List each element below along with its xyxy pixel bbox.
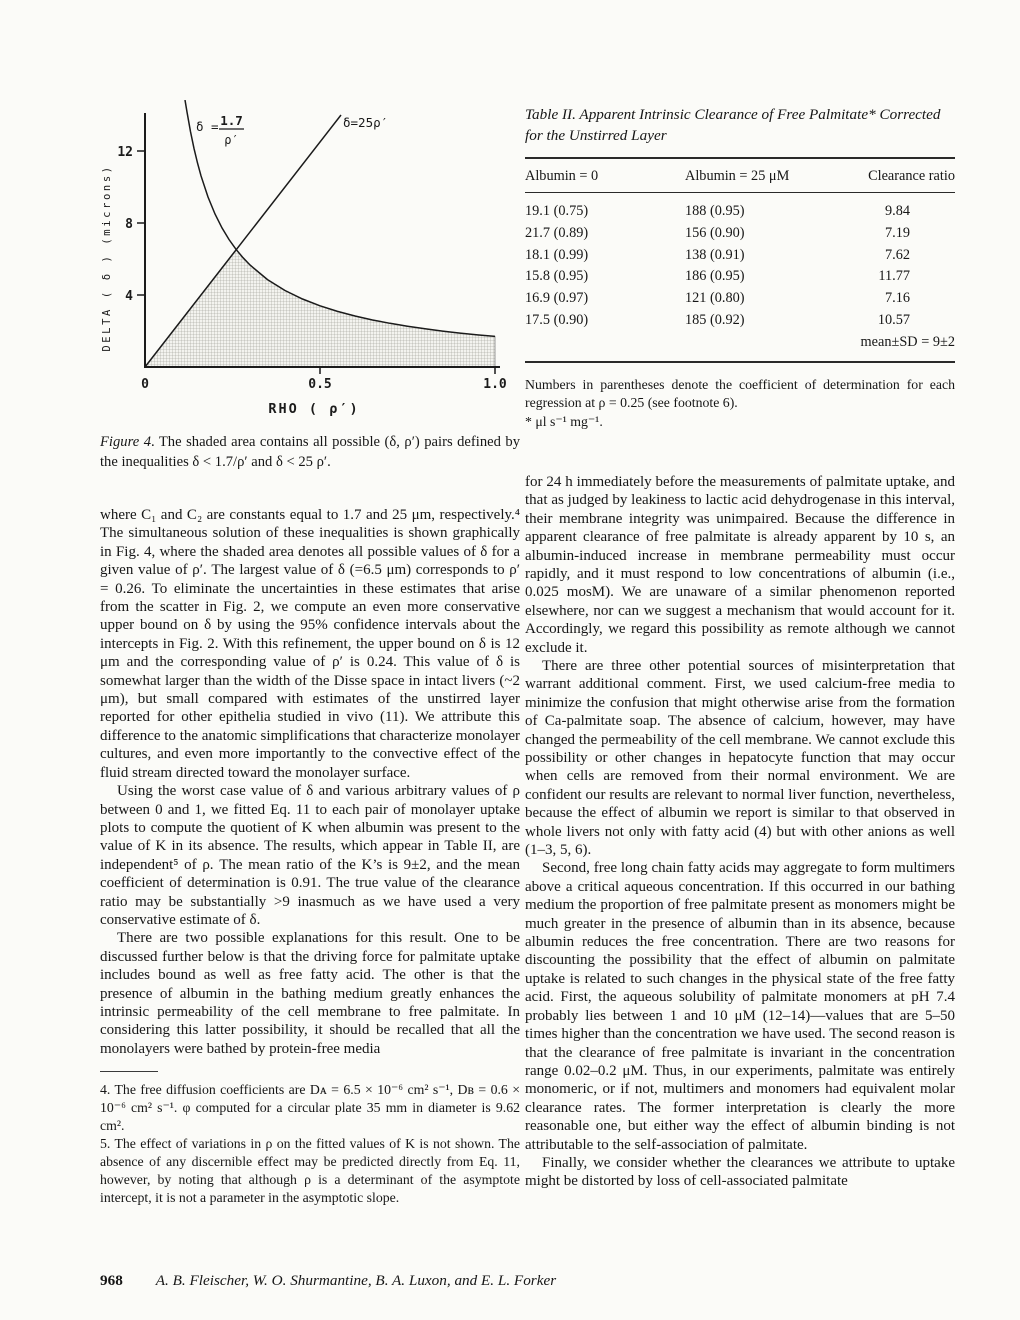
paragraph: for 24 h immediately before the measurements of palmitate uptake, and that as judged by leakiness to lactic acid dehydrogenase in this interval, their membrane integrity was unimpaired. Because the difference in apparent clearance of free palmitate is already apparent by 10 s, an albumin-induced increase in membrane permeability must occur rapidly, and it must respond to low concentrations of albumin (i.e., 0.025 mosM). We are unaware of a similar phenomenon reported elsewhere, nor can we suggest a mechanism that would account for it. Accordingly, we regard this possibility as remote although we cannot exclude it.: [525, 473, 955, 656]
y-axis-title: DELTA ( δ ) (microns): [101, 164, 113, 352]
shaded-region: [145, 249, 495, 366]
figure-caption-text: . The shaded area contains all possible (δ, ρ′) pairs defined by the inequalities δ < 1.7/ρ′ and δ < 25 ρ′.: [100, 434, 521, 470]
table-row: [525, 288, 955, 310]
table-notes: [525, 376, 955, 431]
table-cell: 16.9 (0.97): [525, 290, 589, 307]
col-header-albumin-25: Albumin = 25 μM: [685, 158, 843, 193]
xtick-10: 1.0: [483, 377, 507, 392]
table-cell: 186 (0.95): [685, 268, 745, 285]
figure-4-plot: [100, 100, 520, 420]
paragraph: Second, free long chain fatty acids may aggregate to form multimers above a critical aqueous concentration. If this occurred in our bathing medium the proportion of free palmitate present as monomers might be much greater in the presence of albumin than in its absence, because albumin reduces the free concentration. There are two reasons for discounting the possibility that the effect of albumin on palmitate uptake is related to such changes in the physical state of the free fatty acid. First, the aqueous solubility of palmitate monomers at pH 7.4 probably lies between 1 and 10 μM (12–14)—values that are 5–50 times higher than the concentration we have used. The second reason is that the clearance of free palmitate is invariant in the concentration range 0.02–0.2 μM. Thus, in our experiments, palmitate was entirely monomeric, or if not, multimers and monomers had equivalent molar clearance rates. The former interpretation is clearly the more reasonable one, but either way the effect of albumin binding is not attributable to the self-association of palmitate.: [525, 860, 955, 1153]
table-cell: 185 (0.92): [685, 311, 745, 328]
footer-authors: A. B. Fleischer, W. O. Shurmantine, B. A. Luxon, and E. L. Forker: [155, 1272, 557, 1289]
table-cell: 156 (0.90): [685, 224, 745, 241]
col-header-albumin-0: Albumin = 0: [525, 158, 685, 193]
right-body-text: [525, 473, 955, 1191]
table-cell: 7.16: [884, 290, 910, 307]
table-mean-row: [525, 331, 955, 361]
paragraph: There are two possible explanations for this result. One to be discussed further below is that the driving force for palmitate uptake includes bound as well as free fatty acid. The other is that the presence of albumin in the bathing medium greatly enhances the intrinsic permeability of the cell membrane to free palmitate. In considering this latter possibility, it should be recalled that all the monolayers were bathed by protein-free media: [100, 930, 520, 1057]
figure-caption-label: Figure 4: [100, 434, 151, 450]
table-cell: 15.8 (0.95): [525, 268, 589, 285]
paragraph: Using the worst case value of δ and various arbitrary values of ρ between 0 and 1, we fitted Eq. 11 to each pair of monolayer uptake plots to compute the quotient of K when albumin was present to the value of K in its absence. The results, which appear in Table II, are independent⁵ of ρ. The mean ratio of the K’s is 9±2, and the mean coefficient of determination is 0.91. The true value of the clearance ratio may be substantially >9 inasmuch as we have used a very conservative estimate of δ.: [100, 783, 520, 928]
x-axis-title: RHO ( ρ′): [268, 401, 360, 417]
footnote-4: 4. The free diffusion coefficients are Dᴀ = 6.5 × 10⁻⁶ cm² s⁻¹, Dʙ = 0.6 × 10⁻⁶ cm² s⁻¹. φ computed for a circular plate 35 mm in diameter is 9.62 cm².: [100, 1082, 520, 1134]
table-row: [525, 244, 955, 266]
table-cell: 7.62: [884, 246, 910, 263]
hyperbola-label: [196, 113, 244, 147]
ytick-8: 8: [125, 217, 133, 232]
paragraph: where C₁ and C₂ are constants equal to 1.7 and 25 μm, respectively.⁴ The simultaneous solution of these inequalities is shown graphically in Fig. 4, where the shaded area denotes all possible values of δ for a given value of ρ′. The largest value of δ (=6.5 μm) corresponds to ρ′ = 0.26. To eliminate the uncertainties in these estimates that arise from the scatter in Fig. 2, we compute an even more conservative upper bound on δ by using the 95% confidence intervals about the intercepts in Fig. 2. With this refinement, the upper bound on δ is 12 μm and the corresponding value of ρ′ is 0.24. This value of δ is somewhat larger than the width of the Disse space in intact livers (~2 μm), but small compared with estimates of the unstirred layer reported for other epithelia studied in vivo (11). We attribute this difference to the anatomic simplifications that characterize monolayer cultures, and even more importantly to the convective effect of the fluid stream directed toward the monolayer surface.: [100, 507, 520, 781]
table-row: [525, 310, 955, 332]
table-cell: 11.77: [878, 268, 910, 285]
table-cell: 121 (0.80): [685, 290, 745, 307]
table-row: [525, 266, 955, 288]
xtick-05: 0.5: [308, 377, 332, 392]
footnote-5: 5. The effect of variations in ρ on the fitted values of K is not shown. The absence of any discernible effect may be predicted directly from Eq. 11, however, by noting that although ρ is a determinant of the asymptote intercept, it is not a parameter in the asymptotic slope.: [100, 1136, 520, 1206]
footnote-divider: [100, 1071, 158, 1072]
svg-text:1.7: 1.7: [220, 113, 243, 128]
left-body-text: [100, 506, 520, 1058]
table-cell: 10.57: [877, 311, 910, 328]
table-row: [525, 222, 955, 244]
paragraph: Finally, we consider whether the clearances we attribute to uptake might be distorted by loss of cell-associated palmitate: [525, 1154, 955, 1190]
svg-text:ρ′: ρ′: [224, 133, 239, 147]
col-header-clearance-ratio: Clearance ratio: [843, 158, 955, 193]
page-footer: [100, 1272, 960, 1290]
table-cell: 188 (0.95): [685, 203, 745, 219]
svg-text:δ =: δ =: [196, 119, 219, 134]
table-cell: 9.84: [884, 203, 910, 219]
page-number: 968: [100, 1272, 123, 1289]
table-note-determination: Numbers in parentheses denote the coefficient of determination for each regression at ρ = 0.25 (see footnote 6).: [525, 376, 955, 411]
figure-caption: [100, 432, 520, 472]
table-cell: 7.19: [884, 224, 910, 241]
line-label: δ=25ρ′: [343, 115, 389, 130]
table-row: [525, 193, 955, 223]
left-column: [100, 100, 520, 1207]
paragraph: There are three other potential sources of misinterpretation that warrant additional comment. First, we used calcium-free media to minimize the confusion that might otherwise arise from the formation of Ca-palmitate soap. The absence of calcium, however, may have changed the permeability of the cell membrane. We cannot exclude this possibility or other changes in hepatocyte function that may occur when cells are removed from their normal environment. We are confident our results are relevant to normal liver function, nevertheless, because the effect of albumin we report is similar to that observed in whole livers not only with fatty acid (4) but with other anions as well (1–3, 5, 6).: [525, 657, 955, 859]
table-2: [525, 157, 955, 363]
xtick-0: 0: [141, 377, 149, 392]
table-note-units: * μl s⁻¹ mg⁻¹.: [525, 413, 603, 429]
table-title: Table II. Apparent Intrinsic Clearance of Free Palmitate* Corrected for the Unstirred Layer: [525, 106, 941, 144]
footnotes: [100, 1081, 520, 1207]
table-cell: 21.7 (0.89): [525, 224, 589, 241]
ytick-4: 4: [125, 289, 133, 304]
right-column: [525, 105, 955, 1191]
table-cell: 19.1 (0.75): [525, 203, 589, 219]
mean-sd-value: mean±SD = 9±2: [860, 333, 955, 350]
ytick-12: 12: [117, 145, 133, 160]
table-cell: 17.5 (0.90): [525, 311, 589, 328]
table-cell: 18.1 (0.99): [525, 246, 589, 263]
table-cell: 138 (0.91): [685, 246, 745, 263]
